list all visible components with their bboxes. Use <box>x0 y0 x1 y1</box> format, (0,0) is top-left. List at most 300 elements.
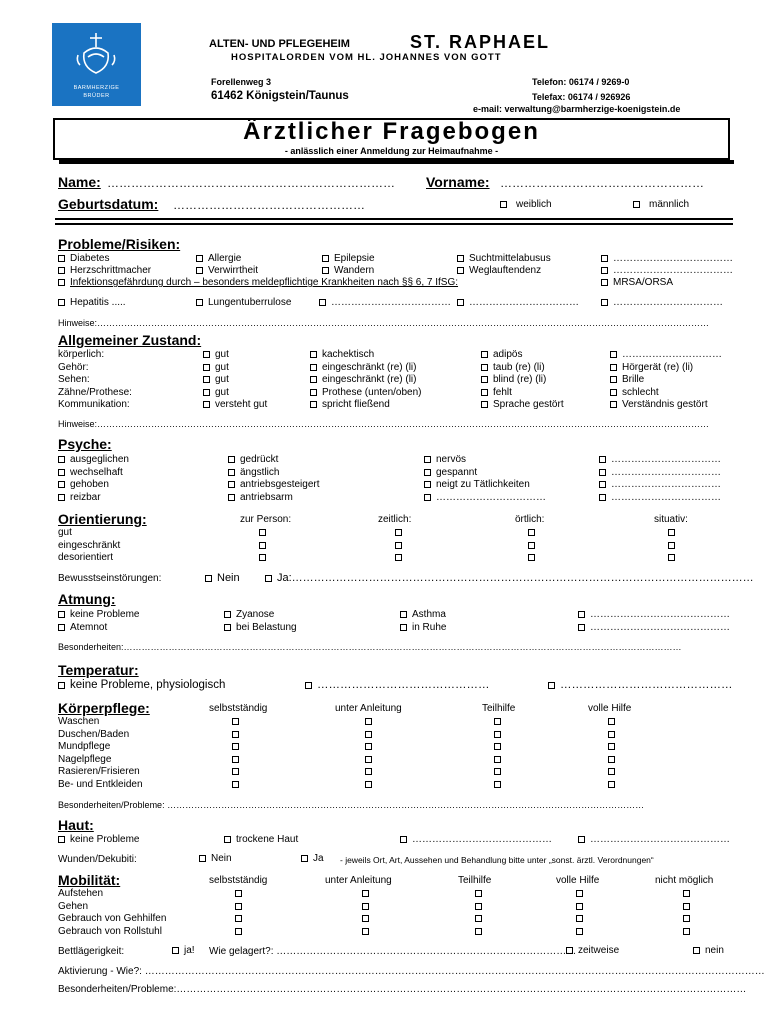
checkbox[interactable] <box>365 743 372 750</box>
atmung-label: Zyanose <box>236 609 275 620</box>
checkbox[interactable] <box>58 494 65 501</box>
koerper-row-label: Duschen/Baden <box>58 728 130 740</box>
probleme-item[interactable] <box>319 297 451 308</box>
page-title: Ärztlicher Fragebogen <box>243 118 540 145</box>
wunden-nein-label: Nein <box>211 853 232 864</box>
atmung-item[interactable] <box>224 609 274 620</box>
zustand-item[interactable] <box>203 387 229 398</box>
checkbox[interactable] <box>693 947 700 954</box>
checkbox[interactable] <box>205 575 212 582</box>
zustand-hinweise[interactable]: Hinweise:…………………………………………………………………………………………………………………………………………………………………………………… <box>58 419 710 429</box>
checkbox[interactable] <box>365 781 372 788</box>
checkbox[interactable] <box>365 731 372 738</box>
zustand-item[interactable] <box>610 349 722 360</box>
zustand-item-label: adipös <box>493 349 523 360</box>
psyche-item-label: gespannt <box>436 466 478 478</box>
checkbox[interactable] <box>305 682 312 689</box>
bett-ja-label: ja! <box>184 945 195 956</box>
wunden-nein-option[interactable] <box>199 853 232 864</box>
zustand-item-label: fehlt <box>493 386 512 398</box>
zustand-row-label: Kommunikation: <box>58 399 130 410</box>
checkbox[interactable] <box>203 389 210 396</box>
checkbox[interactable] <box>608 718 615 725</box>
psyche-item[interactable] <box>599 479 721 490</box>
checkbox[interactable] <box>322 255 329 262</box>
checkbox[interactable] <box>224 611 231 618</box>
probleme-item[interactable] <box>601 253 733 264</box>
atmung-label: …………………………………… <box>590 622 730 633</box>
zustand-item-label: gut <box>215 349 229 360</box>
checkbox[interactable] <box>599 469 606 476</box>
checkbox[interactable] <box>424 494 431 501</box>
koerper-col-header: selbstständig <box>209 703 268 714</box>
aktivierung[interactable]: Aktivierung - Wie?: …………………………………………………………………………………………………………………………………………………………………… <box>58 966 765 977</box>
checkbox[interactable] <box>457 299 464 306</box>
mobil-col-header: selbstständig <box>209 875 268 886</box>
checkbox[interactable] <box>481 364 488 371</box>
maennlich-label: männlich <box>649 199 690 210</box>
zustand-item[interactable] <box>481 399 564 410</box>
checkbox[interactable] <box>578 836 585 843</box>
psyche-item[interactable] <box>58 454 129 465</box>
atmung-besonder[interactable]: Besonderheiten:…………………………………………………………………………………………………………………………………………………………………… <box>58 642 682 652</box>
probleme-item[interactable] <box>601 297 723 308</box>
checkbox[interactable] <box>58 267 65 274</box>
checkbox[interactable] <box>683 903 690 910</box>
checkbox[interactable] <box>548 682 555 689</box>
checkbox[interactable] <box>608 756 615 763</box>
name-field[interactable]: ……………………………………………………………… <box>107 176 395 190</box>
checkbox[interactable] <box>608 731 615 738</box>
checkbox[interactable] <box>362 903 369 910</box>
atmung-item[interactable] <box>224 622 297 633</box>
probleme-item[interactable] <box>601 265 733 276</box>
atmung-label: keine Probleme <box>70 609 140 620</box>
checkbox[interactable] <box>259 554 266 561</box>
checkbox[interactable] <box>601 279 608 286</box>
checkbox[interactable] <box>232 781 239 788</box>
checkbox[interactable] <box>494 731 501 738</box>
checkbox[interactable] <box>232 743 239 750</box>
checkbox[interactable] <box>58 299 65 306</box>
probleme-item[interactable] <box>58 265 151 276</box>
divider <box>55 218 733 220</box>
checkbox[interactable] <box>203 364 210 371</box>
checkbox[interactable] <box>196 255 203 262</box>
probleme-label: Verwirrtheit <box>208 265 259 276</box>
temperatur-item[interactable] <box>58 679 225 691</box>
koerper-row-label: Be- und Entkleiden <box>58 778 143 790</box>
psyche-item-label: antriebsgesteigert <box>240 479 320 490</box>
bewusst-nein-option[interactable] <box>205 572 240 584</box>
haut-item[interactable] <box>400 834 552 845</box>
orientierung-col-header: örtlich: <box>515 514 545 525</box>
probleme-item[interactable] <box>457 265 541 276</box>
zustand-item-label: blind (re) (li) <box>493 374 547 385</box>
checkbox[interactable] <box>610 364 617 371</box>
checkbox[interactable] <box>362 928 369 935</box>
checkbox[interactable] <box>481 389 488 396</box>
checkbox[interactable] <box>400 624 407 631</box>
checkbox[interactable] <box>633 201 640 208</box>
weiblich-label: weiblich <box>516 199 552 210</box>
probleme-label: Suchtmittelabusus <box>469 253 551 264</box>
mobil-row-label: Gehen <box>58 900 89 912</box>
koerper-row-label: Mundpflege <box>58 741 111 752</box>
zustand-item[interactable] <box>203 374 229 385</box>
maennlich-option[interactable] <box>633 199 689 210</box>
temperatur-label: keine Probleme, physiologisch <box>70 679 226 691</box>
zustand-item[interactable] <box>481 387 512 398</box>
checkbox[interactable] <box>58 836 65 843</box>
checkbox[interactable] <box>228 481 235 488</box>
checkbox[interactable] <box>203 376 210 383</box>
psyche-item[interactable] <box>58 479 109 490</box>
koerper-col-header: Teilhilfe <box>482 703 516 714</box>
haut-label: trockene Haut <box>236 834 299 845</box>
checkbox[interactable] <box>362 915 369 922</box>
zustand-item-label: gut <box>215 374 229 385</box>
checkbox[interactable] <box>475 890 482 897</box>
checkbox[interactable] <box>58 624 65 631</box>
psyche-item-label: …………………………… <box>611 491 721 503</box>
checkbox[interactable] <box>362 890 369 897</box>
checkbox[interactable] <box>566 947 573 954</box>
psyche-item-label: …………………………… <box>611 479 721 490</box>
section-temperatur-title: Temperatur: <box>58 662 139 678</box>
psyche-item[interactable] <box>228 467 279 478</box>
checkbox[interactable] <box>224 624 231 631</box>
checkbox[interactable] <box>395 542 402 549</box>
weiblich-option[interactable] <box>500 199 552 210</box>
zustand-item[interactable] <box>481 374 546 385</box>
checkbox[interactable] <box>232 768 239 775</box>
checkbox[interactable] <box>457 267 464 274</box>
checkbox[interactable] <box>578 611 585 618</box>
atmung-item[interactable] <box>400 622 446 633</box>
temperatur-item[interactable] <box>305 679 490 691</box>
zustand-item-label: eingeschränkt (re) (li) <box>322 361 417 373</box>
checkbox[interactable] <box>494 768 501 775</box>
bett-zeitweise-option[interactable] <box>566 945 619 956</box>
probleme-item[interactable] <box>457 297 579 308</box>
section-zustand-title: Allgemeiner Zustand: <box>58 332 202 348</box>
psyche-item[interactable] <box>599 492 721 503</box>
checkbox[interactable] <box>395 554 402 561</box>
zustand-item[interactable] <box>610 399 708 410</box>
checkbox[interactable] <box>235 903 242 910</box>
zustand-item[interactable] <box>610 362 693 373</box>
atmung-item[interactable] <box>578 609 730 620</box>
checkbox[interactable] <box>668 542 675 549</box>
checkbox[interactable] <box>310 389 317 396</box>
checkbox[interactable] <box>576 903 583 910</box>
checkbox[interactable] <box>481 401 488 408</box>
atmung-item[interactable] <box>58 622 107 633</box>
psyche-item[interactable] <box>228 454 278 465</box>
checkbox[interactable] <box>494 743 501 750</box>
probleme-label: Diabetes <box>70 253 110 264</box>
psyche-item-label: nervös <box>436 454 467 465</box>
header-line1-name: ST. RAPHAEL <box>410 32 551 52</box>
checkbox[interactable] <box>424 469 431 476</box>
orientierung-row-label: eingeschränkt <box>58 539 121 551</box>
probleme-label: …………………………… <box>469 297 579 308</box>
psyche-item[interactable] <box>228 479 320 490</box>
checkbox[interactable] <box>683 928 690 935</box>
checkbox[interactable] <box>576 915 583 922</box>
infekt-item[interactable] <box>58 277 458 288</box>
wunden-ja-option[interactable] <box>301 853 324 864</box>
checkbox[interactable] <box>322 267 329 274</box>
probleme-label: …………………………… <box>613 297 723 308</box>
checkbox[interactable] <box>232 731 239 738</box>
zustand-item[interactable] <box>203 349 229 360</box>
checkbox[interactable] <box>58 456 65 463</box>
zustand-row-label: Zähne/Prothese: <box>58 386 132 398</box>
bewusst-ja-label: Ja:……………………………………………………………………………………………………………… <box>277 572 754 584</box>
bett-ja-option[interactable] <box>172 945 195 956</box>
zustand-row-label: körperlich: <box>58 349 105 360</box>
checkbox[interactable] <box>668 529 675 536</box>
checkbox[interactable] <box>457 255 464 262</box>
bett-zeitweise-label: zeitweise <box>578 945 620 956</box>
bewusst-ja-option[interactable] <box>265 572 754 584</box>
checkbox[interactable] <box>668 554 675 561</box>
checkbox[interactable] <box>576 890 583 897</box>
probleme-item[interactable] <box>196 265 258 276</box>
koerper-col-header: volle Hilfe <box>588 703 632 714</box>
psyche-item[interactable] <box>424 492 546 503</box>
checkbox[interactable] <box>475 915 482 922</box>
psyche-item[interactable] <box>424 454 466 465</box>
checkbox[interactable] <box>601 267 608 274</box>
checkbox[interactable] <box>475 928 482 935</box>
probleme-item[interactable] <box>322 253 375 264</box>
checkbox[interactable] <box>228 456 235 463</box>
checkbox[interactable] <box>395 529 402 536</box>
temperatur-label: ……………………………………… <box>560 679 733 691</box>
checkbox[interactable] <box>608 743 615 750</box>
checkbox[interactable] <box>58 279 65 286</box>
checkbox[interactable] <box>172 947 179 954</box>
checkbox[interactable] <box>578 624 585 631</box>
checkbox[interactable] <box>683 890 690 897</box>
checkbox[interactable] <box>576 928 583 935</box>
checkbox[interactable] <box>365 718 372 725</box>
koerper-besonder[interactable]: Besonderheiten/Probleme: …………………………………………………………………………………………………………………………………………… <box>58 800 645 810</box>
probleme-item[interactable] <box>322 265 374 276</box>
checkbox[interactable] <box>400 611 407 618</box>
checkbox[interactable] <box>310 376 317 383</box>
koerper-col-header: unter Anleitung <box>335 703 402 714</box>
checkbox[interactable] <box>599 481 606 488</box>
vorname-field[interactable]: …………………………………………… <box>500 176 704 190</box>
checkbox[interactable] <box>528 542 535 549</box>
probleme-item[interactable] <box>457 253 551 264</box>
checkbox[interactable] <box>259 542 266 549</box>
psyche-item[interactable] <box>58 492 101 503</box>
checkbox[interactable] <box>196 267 203 274</box>
zustand-item[interactable] <box>203 399 267 410</box>
psyche-item[interactable] <box>58 467 123 478</box>
zustand-item[interactable] <box>481 362 545 373</box>
mrsa-item[interactable] <box>601 277 673 288</box>
haut-label: …………………………………… <box>590 834 730 845</box>
mobil-col-header: nicht möglich <box>655 875 714 886</box>
checkbox[interactable] <box>228 494 235 501</box>
haut-label: …………………………………… <box>412 834 552 845</box>
checkbox[interactable] <box>310 401 317 408</box>
probleme-label: Lungentuberrulose <box>208 297 292 308</box>
zustand-item[interactable] <box>310 387 422 398</box>
checkbox[interactable] <box>58 469 65 476</box>
checkbox[interactable] <box>608 781 615 788</box>
checkbox[interactable] <box>475 903 482 910</box>
psyche-item-label: ängstlich <box>240 466 280 478</box>
checkbox[interactable] <box>235 928 242 935</box>
zustand-item-label: versteht gut <box>215 399 268 410</box>
section-koerperpflege-title: Körperpflege: <box>58 700 150 716</box>
haut-item[interactable] <box>58 834 139 845</box>
zustand-item[interactable] <box>310 362 416 373</box>
zustand-row-label: Sehen: <box>58 374 90 385</box>
bett-wie[interactable]: Wie gelagert?: ……………………………………………………………………………… <box>209 946 577 957</box>
checkbox[interactable] <box>400 836 407 843</box>
geburt-field[interactable]: ………………………………………… <box>173 198 365 212</box>
checkbox[interactable] <box>424 481 431 488</box>
psyche-item[interactable] <box>424 467 477 478</box>
checkbox[interactable] <box>235 915 242 922</box>
mobil-col-header: unter Anleitung <box>325 875 392 886</box>
probleme-label: ……………………………… <box>613 253 733 264</box>
zustand-item[interactable] <box>310 399 390 410</box>
checkbox[interactable] <box>310 351 317 358</box>
zustand-item-label: eingeschränkt (re) (li) <box>322 374 417 385</box>
atmung-label: bei Belastung <box>236 622 297 633</box>
checkbox[interactable] <box>319 299 326 306</box>
checkbox[interactable] <box>424 456 431 463</box>
psyche-item-label: gedrückt <box>240 454 279 465</box>
probleme-item[interactable] <box>196 297 291 308</box>
mobil-besonder[interactable]: Besonderheiten/Probleme:……………………………………………………………………………………………………………………………………………………… <box>58 984 747 995</box>
zustand-item[interactable] <box>310 349 374 360</box>
psyche-item[interactable] <box>599 467 721 478</box>
zustand-item[interactable] <box>481 349 522 360</box>
haut-item[interactable] <box>578 834 730 845</box>
infekt-label: Infektionsgefährdung durch – besonders meldepflichtige Krankheiten nach §§ 6, 7 IfSG: <box>70 277 459 288</box>
checkbox[interactable] <box>500 201 507 208</box>
checkbox[interactable] <box>224 836 231 843</box>
checkbox[interactable] <box>203 401 210 408</box>
psyche-item-label: gehoben <box>70 479 109 490</box>
checkbox[interactable] <box>599 494 606 501</box>
checkbox[interactable] <box>683 915 690 922</box>
probleme-hinweise[interactable]: Hinweise:…………………………………………………………………………………………………………………………………………………………………………………… <box>58 318 710 328</box>
checkbox[interactable] <box>610 376 617 383</box>
checkbox[interactable] <box>601 255 608 262</box>
zustand-item-label: Prothese (unten/oben) <box>322 386 422 398</box>
temperatur-item[interactable] <box>548 679 733 691</box>
zustand-item-label: taub (re) (li) <box>493 361 545 373</box>
psyche-item[interactable] <box>228 492 293 503</box>
psyche-item[interactable] <box>599 454 721 465</box>
atmung-item[interactable] <box>578 622 730 633</box>
section-mobilitaet-title: Mobilität: <box>58 872 121 888</box>
zustand-item-label: gut <box>215 386 229 398</box>
zustand-item[interactable] <box>610 374 644 385</box>
checkbox[interactable] <box>610 351 617 358</box>
zustand-item-label: gut <box>215 361 229 373</box>
zustand-item[interactable] <box>310 374 416 385</box>
koerper-row-label: Nagelpflege <box>58 753 112 765</box>
atmung-item[interactable] <box>400 609 446 620</box>
checkbox[interactable] <box>610 401 617 408</box>
checkbox[interactable] <box>232 718 239 725</box>
checkbox[interactable] <box>199 855 206 862</box>
checkbox[interactable] <box>259 529 266 536</box>
checkbox[interactable] <box>232 756 239 763</box>
checkbox[interactable] <box>196 299 203 306</box>
checkbox[interactable] <box>365 756 372 763</box>
zustand-item[interactable] <box>610 387 659 398</box>
checkbox[interactable] <box>310 364 317 371</box>
checkbox[interactable] <box>58 611 65 618</box>
checkbox[interactable] <box>228 469 235 476</box>
haut-label: keine Probleme <box>70 834 140 845</box>
atmung-item[interactable] <box>58 609 139 620</box>
checkbox[interactable] <box>494 781 501 788</box>
checkbox[interactable] <box>235 890 242 897</box>
checkbox[interactable] <box>265 575 272 582</box>
zustand-item-label: ………………………… <box>622 349 722 360</box>
bett-nein-option[interactable] <box>693 945 724 956</box>
checkbox[interactable] <box>58 255 65 262</box>
checkbox[interactable] <box>599 456 606 463</box>
koerper-row-label: Rasieren/Frisieren <box>58 766 140 777</box>
checkbox[interactable] <box>365 768 372 775</box>
logo-text-2: BRÜDER <box>83 93 110 99</box>
zustand-item-label: spricht fließend <box>322 399 390 410</box>
psyche-item[interactable] <box>424 479 530 490</box>
checkbox[interactable] <box>203 351 210 358</box>
probleme-item[interactable] <box>58 253 109 264</box>
checkbox[interactable] <box>608 768 615 775</box>
zustand-item[interactable] <box>203 362 229 373</box>
checkbox[interactable] <box>301 855 308 862</box>
koerper-row-label: Waschen <box>58 716 100 727</box>
atmung-label: …………………………………… <box>590 609 730 620</box>
checkbox[interactable] <box>481 351 488 358</box>
checkbox[interactable] <box>58 481 65 488</box>
probleme-item[interactable] <box>196 253 241 264</box>
checkbox[interactable] <box>481 376 488 383</box>
bett-label: Bettlägerigkeit: <box>58 946 125 957</box>
checkbox[interactable] <box>494 756 501 763</box>
checkbox[interactable] <box>528 554 535 561</box>
probleme-item[interactable] <box>58 297 126 308</box>
haut-item[interactable] <box>224 834 298 845</box>
checkbox[interactable] <box>610 389 617 396</box>
header-city: 61462 Königstein/Taunus <box>211 90 349 102</box>
checkbox[interactable] <box>601 299 608 306</box>
checkbox[interactable] <box>58 682 65 689</box>
mobil-row-label: Gebrauch von Rollstuhl <box>58 925 162 937</box>
atmung-label: Asthma <box>412 609 446 620</box>
psyche-item-label: wechselhaft <box>70 466 123 478</box>
checkbox[interactable] <box>494 718 501 725</box>
checkbox[interactable] <box>528 529 535 536</box>
